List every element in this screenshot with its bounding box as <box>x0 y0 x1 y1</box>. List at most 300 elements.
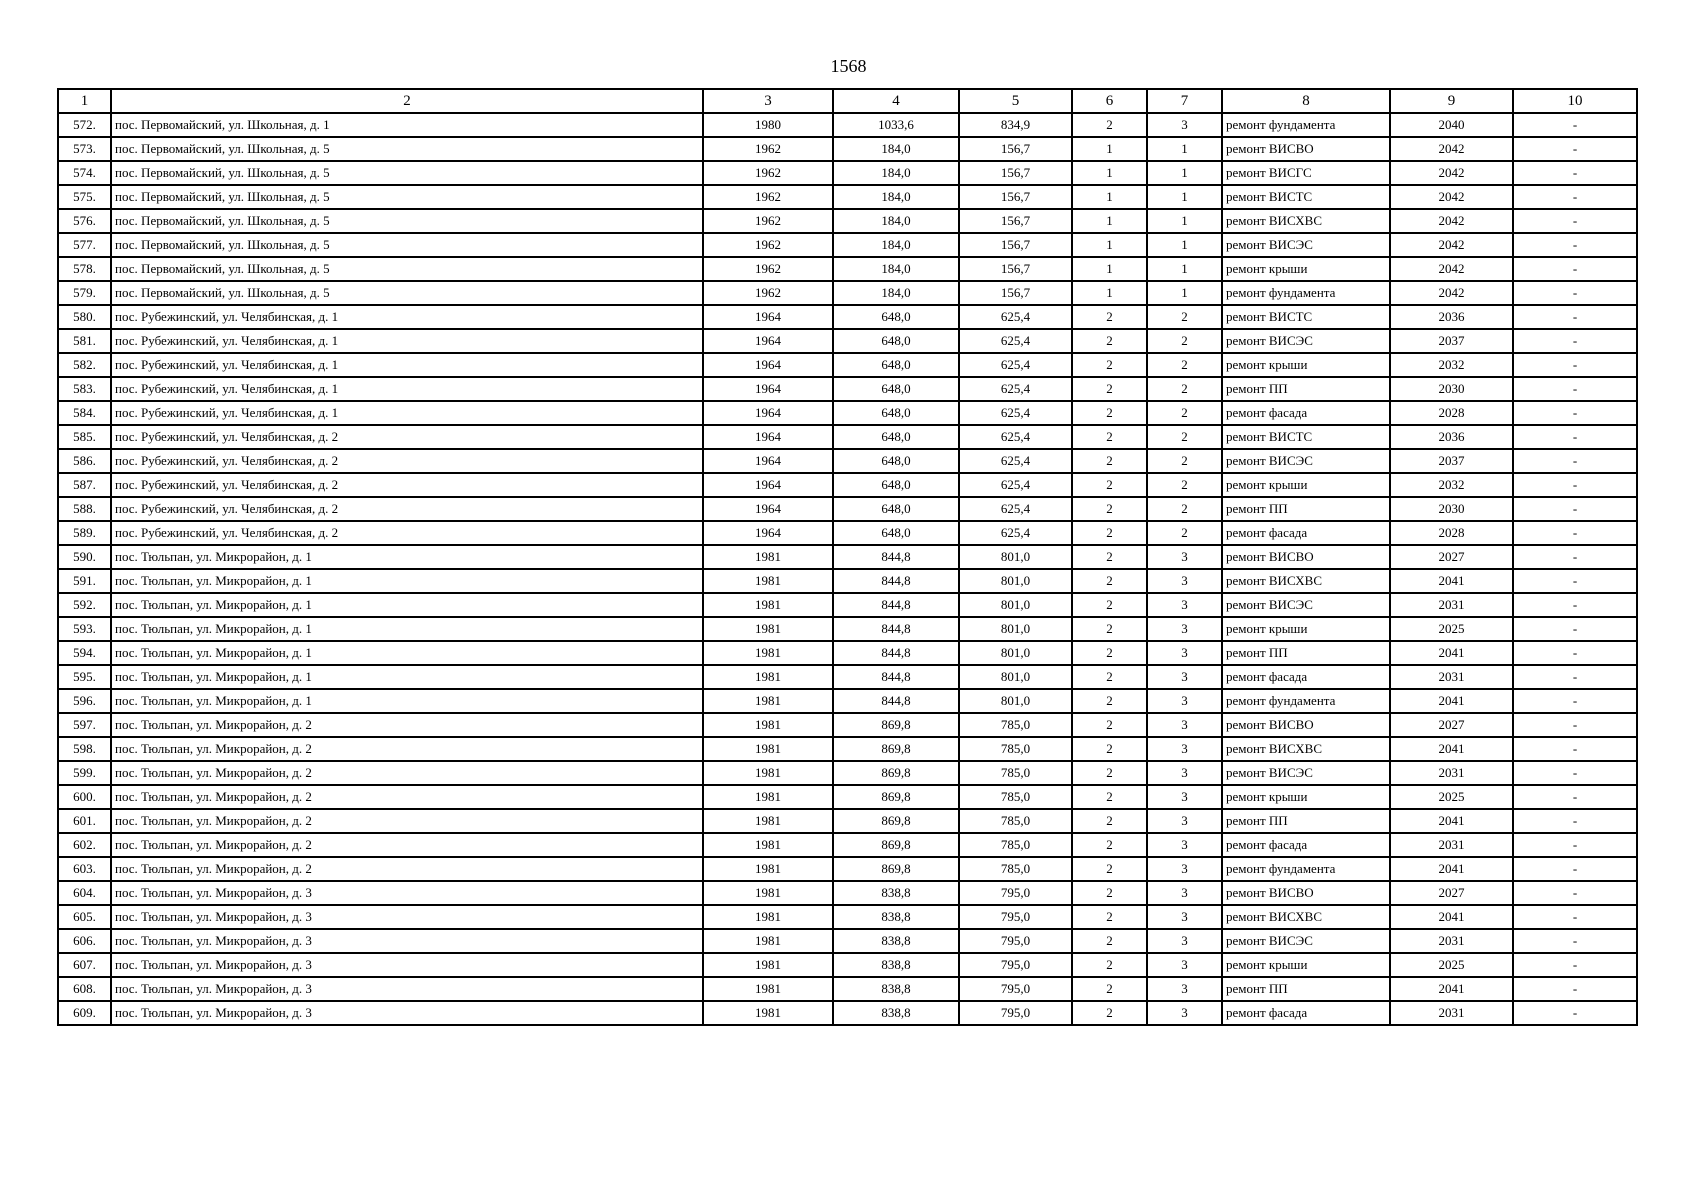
table-row <box>58 257 1637 281</box>
work-type-cell: ремонт ВИСВО <box>1222 713 1390 737</box>
row-number-cell: 572. <box>58 113 111 137</box>
entrances-cell: 3 <box>1147 569 1222 593</box>
address-cell: пос. Тюльпан, ул. Микрорайон, д. 2 <box>111 809 703 833</box>
row-number-cell: 585. <box>58 425 111 449</box>
total-area-cell: 648,0 <box>833 305 959 329</box>
note-cell: - <box>1513 473 1637 497</box>
entrances-cell: 1 <box>1147 257 1222 281</box>
living-area-cell: 795,0 <box>959 905 1072 929</box>
plan-year-cell: 2036 <box>1390 305 1513 329</box>
year-built-cell: 1962 <box>703 137 833 161</box>
table-row <box>58 281 1637 305</box>
floors-cell: 2 <box>1072 905 1147 929</box>
entrances-cell: 3 <box>1147 905 1222 929</box>
entrances-cell: 2 <box>1147 521 1222 545</box>
row-number-cell: 579. <box>58 281 111 305</box>
work-type-cell: ремонт ВИСЭС <box>1222 329 1390 353</box>
note-cell: - <box>1513 809 1637 833</box>
living-area-cell: 785,0 <box>959 737 1072 761</box>
note-cell: - <box>1513 857 1637 881</box>
entrances-cell: 3 <box>1147 665 1222 689</box>
address-cell: пос. Тюльпан, ул. Микрорайон, д. 2 <box>111 833 703 857</box>
note-cell: - <box>1513 929 1637 953</box>
total-area-cell: 648,0 <box>833 401 959 425</box>
work-type-cell: ремонт крыши <box>1222 617 1390 641</box>
address-cell: пос. Рубежинский, ул. Челябинская, д. 1 <box>111 401 703 425</box>
living-area-cell: 795,0 <box>959 929 1072 953</box>
total-area-cell: 648,0 <box>833 329 959 353</box>
table-row <box>58 593 1637 617</box>
note-cell: - <box>1513 713 1637 737</box>
entrances-cell: 3 <box>1147 977 1222 1001</box>
total-area-cell: 838,8 <box>833 929 959 953</box>
note-cell: - <box>1513 785 1637 809</box>
work-type-cell: ремонт ВИСТС <box>1222 185 1390 209</box>
address-cell: пос. Тюльпан, ул. Микрорайон, д. 1 <box>111 569 703 593</box>
note-cell: - <box>1513 185 1637 209</box>
year-built-cell: 1962 <box>703 257 833 281</box>
table-row <box>58 113 1637 137</box>
plan-year-cell: 2041 <box>1390 641 1513 665</box>
plan-year-cell: 2032 <box>1390 473 1513 497</box>
entrances-cell: 3 <box>1147 1001 1222 1025</box>
address-cell: пос. Первомайский, ул. Школьная, д. 5 <box>111 281 703 305</box>
total-area-cell: 184,0 <box>833 233 959 257</box>
note-cell: - <box>1513 209 1637 233</box>
table-row <box>58 209 1637 233</box>
year-built-cell: 1962 <box>703 209 833 233</box>
row-number-cell: 602. <box>58 833 111 857</box>
total-area-cell: 1033,6 <box>833 113 959 137</box>
year-built-cell: 1981 <box>703 737 833 761</box>
address-cell: пос. Тюльпан, ул. Микрорайон, д. 3 <box>111 881 703 905</box>
note-cell: - <box>1513 401 1637 425</box>
floors-cell: 2 <box>1072 545 1147 569</box>
work-type-cell: ремонт ВИСХВС <box>1222 209 1390 233</box>
work-type-cell: ремонт фасада <box>1222 1001 1390 1025</box>
table-row <box>58 353 1637 377</box>
address-cell: пос. Первомайский, ул. Школьная, д. 5 <box>111 161 703 185</box>
year-built-cell: 1964 <box>703 401 833 425</box>
work-type-cell: ремонт ВИСГС <box>1222 161 1390 185</box>
address-cell: пос. Рубежинский, ул. Челябинская, д. 2 <box>111 473 703 497</box>
living-area-cell: 795,0 <box>959 881 1072 905</box>
plan-year-cell: 2037 <box>1390 329 1513 353</box>
living-area-cell: 625,4 <box>959 329 1072 353</box>
floors-cell: 2 <box>1072 473 1147 497</box>
floors-cell: 2 <box>1072 761 1147 785</box>
work-type-cell: ремонт фасада <box>1222 401 1390 425</box>
header-row <box>58 89 1637 113</box>
row-number-cell: 587. <box>58 473 111 497</box>
work-type-cell: ремонт крыши <box>1222 353 1390 377</box>
plan-year-cell: 2042 <box>1390 281 1513 305</box>
year-built-cell: 1981 <box>703 785 833 809</box>
plan-year-cell: 2028 <box>1390 521 1513 545</box>
living-area-cell: 625,4 <box>959 497 1072 521</box>
total-area-cell: 844,8 <box>833 545 959 569</box>
address-cell: пос. Тюльпан, ул. Микрорайон, д. 1 <box>111 545 703 569</box>
floors-cell: 2 <box>1072 929 1147 953</box>
work-type-cell: ремонт ПП <box>1222 977 1390 1001</box>
living-area-cell: 785,0 <box>959 785 1072 809</box>
work-type-cell: ремонт ВИСТС <box>1222 305 1390 329</box>
address-cell: пос. Тюльпан, ул. Микрорайон, д. 2 <box>111 737 703 761</box>
living-area-cell: 795,0 <box>959 953 1072 977</box>
table-row <box>58 881 1637 905</box>
note-cell: - <box>1513 761 1637 785</box>
entrances-cell: 3 <box>1147 641 1222 665</box>
entrances-cell: 3 <box>1147 881 1222 905</box>
work-type-cell: ремонт фасада <box>1222 665 1390 689</box>
plan-year-cell: 2030 <box>1390 497 1513 521</box>
year-built-cell: 1981 <box>703 641 833 665</box>
work-type-cell: ремонт ВИСЭС <box>1222 593 1390 617</box>
row-number-cell: 589. <box>58 521 111 545</box>
total-area-cell: 648,0 <box>833 353 959 377</box>
year-built-cell: 1981 <box>703 857 833 881</box>
row-number-cell: 608. <box>58 977 111 1001</box>
year-built-cell: 1981 <box>703 977 833 1001</box>
plan-year-cell: 2041 <box>1390 809 1513 833</box>
work-type-cell: ремонт ВИСЭС <box>1222 233 1390 257</box>
address-cell: пос. Тюльпан, ул. Микрорайон, д. 2 <box>111 857 703 881</box>
row-number-cell: 576. <box>58 209 111 233</box>
floors-cell: 2 <box>1072 353 1147 377</box>
year-built-cell: 1981 <box>703 569 833 593</box>
note-cell: - <box>1513 1001 1637 1025</box>
living-area-cell: 785,0 <box>959 833 1072 857</box>
table-row <box>58 521 1637 545</box>
plan-year-cell: 2028 <box>1390 401 1513 425</box>
living-area-cell: 801,0 <box>959 689 1072 713</box>
row-number-cell: 607. <box>58 953 111 977</box>
note-cell: - <box>1513 905 1637 929</box>
year-built-cell: 1981 <box>703 689 833 713</box>
floors-cell: 2 <box>1072 881 1147 905</box>
row-number-cell: 597. <box>58 713 111 737</box>
entrances-cell: 2 <box>1147 401 1222 425</box>
work-type-cell: ремонт ПП <box>1222 809 1390 833</box>
year-built-cell: 1981 <box>703 809 833 833</box>
work-type-cell: ремонт фасада <box>1222 521 1390 545</box>
total-area-cell: 184,0 <box>833 209 959 233</box>
row-number-cell: 574. <box>58 161 111 185</box>
total-area-cell: 648,0 <box>833 521 959 545</box>
column-header: 4 <box>833 89 959 113</box>
floors-cell: 2 <box>1072 329 1147 353</box>
entrances-cell: 3 <box>1147 689 1222 713</box>
floors-cell: 2 <box>1072 809 1147 833</box>
table-row <box>58 905 1637 929</box>
table-row <box>58 569 1637 593</box>
floors-cell: 2 <box>1072 449 1147 473</box>
living-area-cell: 625,4 <box>959 521 1072 545</box>
table-row <box>58 329 1637 353</box>
work-type-cell: ремонт фундамента <box>1222 689 1390 713</box>
address-cell: пос. Тюльпан, ул. Микрорайон, д. 1 <box>111 617 703 641</box>
note-cell: - <box>1513 353 1637 377</box>
living-area-cell: 156,7 <box>959 257 1072 281</box>
note-cell: - <box>1513 305 1637 329</box>
work-type-cell: ремонт ВИСЭС <box>1222 449 1390 473</box>
table-row <box>58 977 1637 1001</box>
floors-cell: 2 <box>1072 857 1147 881</box>
year-built-cell: 1981 <box>703 833 833 857</box>
row-number-cell: 582. <box>58 353 111 377</box>
year-built-cell: 1962 <box>703 233 833 257</box>
entrances-cell: 3 <box>1147 737 1222 761</box>
year-built-cell: 1964 <box>703 353 833 377</box>
table-body <box>58 113 1637 1025</box>
address-cell: пос. Тюльпан, ул. Микрорайон, д. 1 <box>111 641 703 665</box>
entrances-cell: 3 <box>1147 857 1222 881</box>
plan-year-cell: 2040 <box>1390 113 1513 137</box>
floors-cell: 2 <box>1072 593 1147 617</box>
living-area-cell: 834,9 <box>959 113 1072 137</box>
table-row <box>58 185 1637 209</box>
floors-cell: 1 <box>1072 185 1147 209</box>
total-area-cell: 844,8 <box>833 617 959 641</box>
entrances-cell: 3 <box>1147 929 1222 953</box>
note-cell: - <box>1513 281 1637 305</box>
work-type-cell: ремонт крыши <box>1222 953 1390 977</box>
row-number-cell: 591. <box>58 569 111 593</box>
column-header: 8 <box>1222 89 1390 113</box>
living-area-cell: 156,7 <box>959 137 1072 161</box>
table-row <box>58 449 1637 473</box>
row-number-cell: 575. <box>58 185 111 209</box>
row-number-cell: 606. <box>58 929 111 953</box>
plan-year-cell: 2041 <box>1390 977 1513 1001</box>
entrances-cell: 2 <box>1147 305 1222 329</box>
plan-year-cell: 2027 <box>1390 881 1513 905</box>
total-area-cell: 869,8 <box>833 809 959 833</box>
plan-year-cell: 2031 <box>1390 833 1513 857</box>
entrances-cell: 3 <box>1147 785 1222 809</box>
row-number-cell: 581. <box>58 329 111 353</box>
floors-cell: 1 <box>1072 281 1147 305</box>
table-row <box>58 857 1637 881</box>
floors-cell: 2 <box>1072 425 1147 449</box>
plan-year-cell: 2031 <box>1390 929 1513 953</box>
row-number-cell: 590. <box>58 545 111 569</box>
floors-cell: 2 <box>1072 113 1147 137</box>
column-header: 1 <box>58 89 111 113</box>
note-cell: - <box>1513 449 1637 473</box>
entrances-cell: 1 <box>1147 137 1222 161</box>
total-area-cell: 844,8 <box>833 689 959 713</box>
work-type-cell: ремонт фундамента <box>1222 857 1390 881</box>
address-cell: пос. Первомайский, ул. Школьная, д. 5 <box>111 257 703 281</box>
entrances-cell: 1 <box>1147 281 1222 305</box>
year-built-cell: 1981 <box>703 929 833 953</box>
note-cell: - <box>1513 377 1637 401</box>
plan-year-cell: 2042 <box>1390 185 1513 209</box>
year-built-cell: 1981 <box>703 1001 833 1025</box>
work-type-cell: ремонт ПП <box>1222 377 1390 401</box>
year-built-cell: 1981 <box>703 953 833 977</box>
note-cell: - <box>1513 113 1637 137</box>
living-area-cell: 625,4 <box>959 401 1072 425</box>
note-cell: - <box>1513 137 1637 161</box>
year-built-cell: 1981 <box>703 713 833 737</box>
total-area-cell: 184,0 <box>833 137 959 161</box>
note-cell: - <box>1513 569 1637 593</box>
floors-cell: 2 <box>1072 665 1147 689</box>
total-area-cell: 869,8 <box>833 857 959 881</box>
address-cell: пос. Первомайский, ул. Школьная, д. 1 <box>111 113 703 137</box>
row-number-cell: 583. <box>58 377 111 401</box>
work-type-cell: ремонт ВИСВО <box>1222 545 1390 569</box>
living-area-cell: 156,7 <box>959 161 1072 185</box>
table-row <box>58 689 1637 713</box>
total-area-cell: 648,0 <box>833 425 959 449</box>
address-cell: пос. Тюльпан, ул. Микрорайон, д. 2 <box>111 785 703 809</box>
living-area-cell: 801,0 <box>959 665 1072 689</box>
entrances-cell: 2 <box>1147 353 1222 377</box>
floors-cell: 2 <box>1072 521 1147 545</box>
address-cell: пос. Тюльпан, ул. Микрорайон, д. 2 <box>111 713 703 737</box>
table-row <box>58 833 1637 857</box>
work-type-cell: ремонт фундамента <box>1222 281 1390 305</box>
column-header: 9 <box>1390 89 1513 113</box>
plan-year-cell: 2041 <box>1390 569 1513 593</box>
row-number-cell: 580. <box>58 305 111 329</box>
floors-cell: 2 <box>1072 305 1147 329</box>
row-number-cell: 600. <box>58 785 111 809</box>
living-area-cell: 785,0 <box>959 857 1072 881</box>
plan-year-cell: 2042 <box>1390 209 1513 233</box>
row-number-cell: 601. <box>58 809 111 833</box>
year-built-cell: 1981 <box>703 593 833 617</box>
living-area-cell: 156,7 <box>959 281 1072 305</box>
table-row <box>58 737 1637 761</box>
floors-cell: 2 <box>1072 641 1147 665</box>
address-cell: пос. Тюльпан, ул. Микрорайон, д. 1 <box>111 593 703 617</box>
column-header: 2 <box>111 89 703 113</box>
column-header: 3 <box>703 89 833 113</box>
address-cell: пос. Рубежинский, ул. Челябинская, д. 2 <box>111 425 703 449</box>
year-built-cell: 1964 <box>703 449 833 473</box>
living-area-cell: 156,7 <box>959 233 1072 257</box>
address-cell: пос. Тюльпан, ул. Микрорайон, д. 3 <box>111 929 703 953</box>
note-cell: - <box>1513 521 1637 545</box>
work-type-cell: ремонт фасада <box>1222 833 1390 857</box>
row-number-cell: 599. <box>58 761 111 785</box>
total-area-cell: 838,8 <box>833 953 959 977</box>
plan-year-cell: 2031 <box>1390 593 1513 617</box>
plan-year-cell: 2041 <box>1390 905 1513 929</box>
table-row <box>58 305 1637 329</box>
year-built-cell: 1964 <box>703 305 833 329</box>
note-cell: - <box>1513 977 1637 1001</box>
entrances-cell: 2 <box>1147 449 1222 473</box>
row-number-cell: 604. <box>58 881 111 905</box>
row-number-cell: 596. <box>58 689 111 713</box>
living-area-cell: 156,7 <box>959 185 1072 209</box>
plan-year-cell: 2042 <box>1390 137 1513 161</box>
work-type-cell: ремонт крыши <box>1222 785 1390 809</box>
note-cell: - <box>1513 737 1637 761</box>
entrances-cell: 2 <box>1147 425 1222 449</box>
address-cell: пос. Рубежинский, ул. Челябинская, д. 2 <box>111 449 703 473</box>
floors-cell: 2 <box>1072 497 1147 521</box>
plan-year-cell: 2032 <box>1390 353 1513 377</box>
year-built-cell: 1964 <box>703 377 833 401</box>
address-cell: пос. Тюльпан, ул. Микрорайон, д. 3 <box>111 953 703 977</box>
note-cell: - <box>1513 689 1637 713</box>
note-cell: - <box>1513 833 1637 857</box>
entrances-cell: 3 <box>1147 593 1222 617</box>
work-type-cell: ремонт ПП <box>1222 641 1390 665</box>
total-area-cell: 844,8 <box>833 593 959 617</box>
page-number: 1568 <box>830 56 867 76</box>
total-area-cell: 869,8 <box>833 833 959 857</box>
year-built-cell: 1964 <box>703 521 833 545</box>
year-built-cell: 1964 <box>703 329 833 353</box>
total-area-cell: 648,0 <box>833 377 959 401</box>
year-built-cell: 1964 <box>703 473 833 497</box>
plan-year-cell: 2027 <box>1390 545 1513 569</box>
entrances-cell: 3 <box>1147 809 1222 833</box>
plan-year-cell: 2042 <box>1390 257 1513 281</box>
table-row <box>58 161 1637 185</box>
address-cell: пос. Тюльпан, ул. Микрорайон, д. 3 <box>111 977 703 1001</box>
table-row <box>58 1001 1637 1025</box>
work-type-cell: ремонт ВИСТС <box>1222 425 1390 449</box>
note-cell: - <box>1513 425 1637 449</box>
table-row <box>58 425 1637 449</box>
total-area-cell: 648,0 <box>833 473 959 497</box>
table-row <box>58 137 1637 161</box>
plan-year-cell: 2031 <box>1390 761 1513 785</box>
table-row <box>58 233 1637 257</box>
floors-cell: 1 <box>1072 257 1147 281</box>
table-row <box>58 809 1637 833</box>
row-number-cell: 595. <box>58 665 111 689</box>
note-cell: - <box>1513 329 1637 353</box>
address-cell: пос. Первомайский, ул. Школьная, д. 5 <box>111 137 703 161</box>
living-area-cell: 156,7 <box>959 209 1072 233</box>
total-area-cell: 869,8 <box>833 737 959 761</box>
total-area-cell: 184,0 <box>833 161 959 185</box>
floors-cell: 2 <box>1072 713 1147 737</box>
entrances-cell: 2 <box>1147 497 1222 521</box>
year-built-cell: 1962 <box>703 281 833 305</box>
total-area-cell: 869,8 <box>833 713 959 737</box>
table-row <box>58 665 1637 689</box>
living-area-cell: 795,0 <box>959 977 1072 1001</box>
living-area-cell: 625,4 <box>959 353 1072 377</box>
living-area-cell: 785,0 <box>959 809 1072 833</box>
note-cell: - <box>1513 257 1637 281</box>
floors-cell: 2 <box>1072 833 1147 857</box>
plan-year-cell: 2027 <box>1390 713 1513 737</box>
row-number-cell: 584. <box>58 401 111 425</box>
work-type-cell: ремонт крыши <box>1222 473 1390 497</box>
note-cell: - <box>1513 593 1637 617</box>
plan-year-cell: 2042 <box>1390 233 1513 257</box>
total-area-cell: 184,0 <box>833 257 959 281</box>
work-type-cell: ремонт ВИСХВС <box>1222 569 1390 593</box>
year-built-cell: 1981 <box>703 617 833 641</box>
address-cell: пос. Первомайский, ул. Школьная, д. 5 <box>111 209 703 233</box>
floors-cell: 2 <box>1072 401 1147 425</box>
living-area-cell: 801,0 <box>959 569 1072 593</box>
living-area-cell: 801,0 <box>959 641 1072 665</box>
row-number-cell: 593. <box>58 617 111 641</box>
